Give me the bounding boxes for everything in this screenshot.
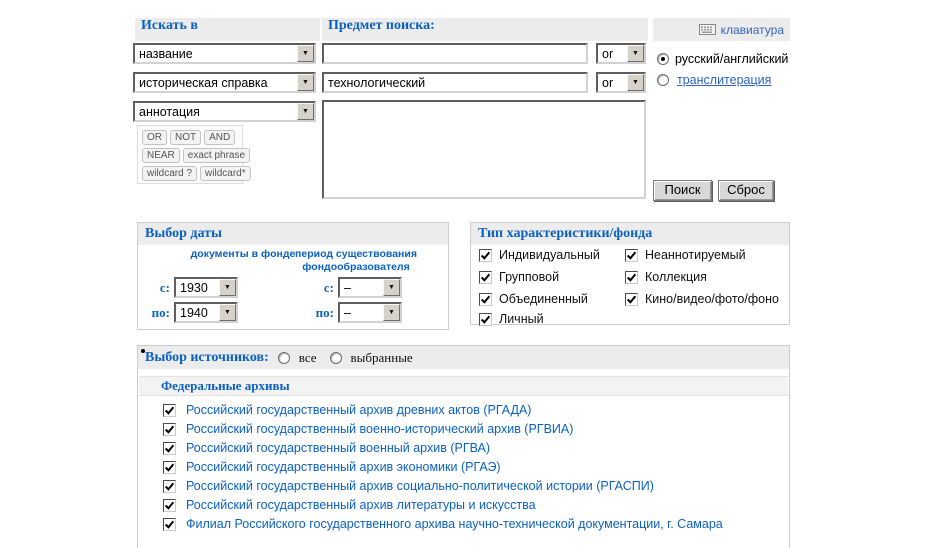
- transliteration-link[interactable]: транслитерация: [677, 73, 772, 87]
- archive-link[interactable]: Филиал Российского государственного архива научно-технической документации, г. Самара: [186, 517, 723, 531]
- archive-checkbox[interactable]: [163, 499, 176, 512]
- select-value: название: [139, 47, 193, 61]
- operator-buttons-box: [137, 125, 246, 184]
- archive-row: [163, 441, 490, 455]
- near-operator-button[interactable]: NEAR: [142, 148, 180, 163]
- search-in-select-1[interactable]: [133, 43, 316, 64]
- search-terms-textarea[interactable]: [322, 100, 646, 199]
- selected-sources-label[interactable]: выбранные: [350, 349, 413, 365]
- cinema-video-photo-checkbox[interactable]: [625, 293, 638, 306]
- checkbox-label[interactable]: Кино/видео/фото/фоно: [645, 292, 779, 306]
- select-value: or: [602, 47, 614, 61]
- russian-english-radio[interactable]: [657, 53, 669, 65]
- to-label: по:: [151, 304, 170, 320]
- doc-date-to-row: [150, 302, 238, 323]
- from-label: с:: [159, 279, 170, 295]
- dropdown-arrow-icon: ▼: [297, 103, 314, 120]
- sources-panel-title: Выбор источников:: [145, 349, 269, 365]
- fond-type-panel: [470, 222, 790, 325]
- transliteration-radio[interactable]: [657, 74, 669, 86]
- fond-type-option: [479, 312, 544, 326]
- wildcard-question-button[interactable]: wildcard ?: [142, 166, 197, 181]
- dropdown-arrow-icon: ▼: [219, 279, 236, 296]
- archive-row: [163, 403, 531, 417]
- fond-type-option: [625, 248, 746, 262]
- to-label: по:: [315, 304, 334, 320]
- search-in-select-2[interactable]: [133, 72, 316, 93]
- dropdown-arrow-icon: ▼: [627, 74, 644, 91]
- wildcard-star-button[interactable]: wildcard*: [200, 166, 251, 181]
- non-annotated-checkbox[interactable]: [625, 249, 638, 262]
- keyboard-icon: [699, 24, 716, 35]
- period-to-row: [314, 302, 402, 323]
- dropdown-arrow-icon: ▼: [383, 304, 400, 321]
- operator-row: [142, 166, 246, 181]
- checkbox-label[interactable]: Объединенный: [499, 292, 588, 306]
- date-panel: [137, 222, 449, 330]
- search-in-header: Искать в: [135, 18, 320, 41]
- checkbox-label[interactable]: Групповой: [499, 270, 560, 284]
- select-value: 1930: [180, 281, 208, 295]
- archive-checkbox[interactable]: [163, 404, 176, 417]
- archive-checkbox[interactable]: [163, 461, 176, 474]
- not-operator-button[interactable]: NOT: [170, 130, 201, 145]
- select-value: историческая справка: [139, 76, 268, 90]
- collection-checkbox[interactable]: [625, 271, 638, 284]
- select-value: –: [344, 306, 351, 320]
- select-value: аннотация: [139, 105, 200, 119]
- selected-sources-radio[interactable]: [330, 352, 342, 364]
- archive-row: [163, 517, 723, 531]
- reset-button[interactable]: Сброс: [718, 180, 774, 201]
- archive-link[interactable]: Российский государственный архив древних актов (РГАДА): [186, 403, 532, 417]
- fond-type-option: [625, 270, 707, 284]
- archive-link[interactable]: Российский государственный архив экономики (РГАЭ): [186, 460, 501, 474]
- search-term-input-1[interactable]: [322, 43, 588, 64]
- federal-archives-subheader: Федеральные архивы: [139, 376, 788, 396]
- from-label: с:: [323, 279, 334, 295]
- checkbox-label[interactable]: Индивидуальный: [499, 248, 600, 262]
- archive-checkbox[interactable]: [163, 518, 176, 531]
- period-to-select[interactable]: [338, 302, 402, 323]
- dropdown-arrow-icon: ▼: [297, 45, 314, 62]
- personal-checkbox[interactable]: [479, 313, 492, 326]
- dropdown-arrow-icon: ▼: [219, 304, 236, 321]
- and-operator-button[interactable]: AND: [204, 130, 235, 145]
- all-sources-radio[interactable]: [278, 352, 290, 364]
- search-button[interactable]: Поиск: [653, 180, 712, 201]
- archive-row: [163, 460, 501, 474]
- checkbox-label[interactable]: Личный: [499, 312, 544, 326]
- select-value: 1940: [180, 306, 208, 320]
- select-value: or: [602, 76, 614, 90]
- dropdown-arrow-icon: ▼: [627, 45, 644, 62]
- keyboard-link-label: клавиатура: [720, 22, 784, 37]
- united-checkbox[interactable]: [479, 293, 492, 306]
- or-operator-button[interactable]: OR: [142, 130, 167, 145]
- all-sources-label[interactable]: все: [298, 349, 317, 365]
- keyboard-link[interactable]: [653, 18, 790, 41]
- fond-type-panel-header: [471, 223, 789, 245]
- doc-date-to-select[interactable]: [174, 302, 238, 323]
- dropdown-arrow-icon: ▼: [383, 279, 400, 296]
- archive-row: [163, 479, 654, 493]
- period-from-select[interactable]: [338, 277, 402, 298]
- archive-checkbox[interactable]: [163, 480, 176, 493]
- search-term-input-2[interactable]: [322, 72, 588, 93]
- archive-row: [163, 498, 536, 512]
- sources-panel: [137, 345, 790, 548]
- individual-checkbox[interactable]: [479, 249, 492, 262]
- search-in-select-3[interactable]: [133, 101, 316, 122]
- documents-in-fond-label: документы в фонде: [190, 248, 296, 260]
- checkbox-label[interactable]: Неаннотируемый: [645, 248, 746, 262]
- operator-select-1[interactable]: [596, 43, 646, 64]
- search-subject-header: Предмет поиска:: [322, 18, 648, 41]
- fond-creator-period-label-1: период существования: [295, 248, 417, 260]
- period-from-row: [314, 277, 402, 298]
- doc-date-from-row: [150, 277, 238, 298]
- fond-type-option: [625, 292, 779, 306]
- archive-link[interactable]: Российский государственный военно-исторический архив (РГВИА): [186, 422, 574, 436]
- exact-phrase-button[interactable]: exact phrase: [183, 148, 250, 163]
- sources-panel-header: [138, 346, 789, 369]
- archive-link[interactable]: Российский государственный архив социально-политической истории (РГАСПИ): [186, 479, 654, 493]
- date-panel-title: Выбор даты: [145, 226, 222, 241]
- fond-type-option: [479, 292, 588, 306]
- fond-type-option: [479, 248, 600, 262]
- doc-date-from-select[interactable]: [174, 277, 238, 298]
- fond-type-panel-title: Тип характеристики/фонда: [478, 226, 653, 241]
- operator-row: [142, 148, 246, 163]
- archive-row: [163, 422, 573, 436]
- archive-link[interactable]: Российский государственный архив литературы и искусства: [186, 498, 536, 512]
- checkbox-label[interactable]: Коллекция: [645, 270, 707, 284]
- dropdown-arrow-icon: ▼: [297, 74, 314, 91]
- operator-select-2[interactable]: [596, 72, 646, 93]
- archive-checkbox[interactable]: [163, 442, 176, 455]
- date-panel-header: [138, 223, 448, 245]
- fond-creator-period-label-2: фондообразователя: [302, 261, 410, 273]
- fond-type-option: [479, 270, 559, 284]
- select-value: –: [344, 281, 351, 295]
- operator-row: [142, 130, 242, 145]
- archive-checkbox[interactable]: [163, 423, 176, 436]
- archive-link[interactable]: Российский государственный военный архив (РГВА): [186, 441, 491, 455]
- russian-english-label[interactable]: русский/английский: [675, 52, 789, 66]
- group-checkbox[interactable]: [479, 271, 492, 284]
